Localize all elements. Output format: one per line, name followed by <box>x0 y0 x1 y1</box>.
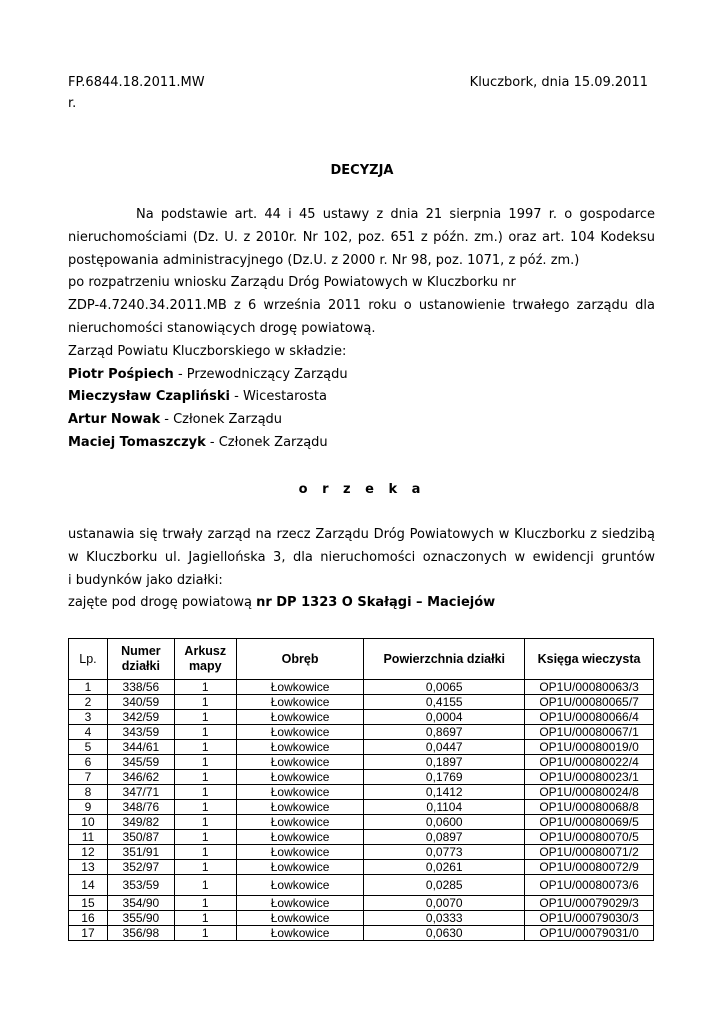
cell-pow: 0,1769 <box>364 770 525 785</box>
cell-ksiega: OP1U/00079031/0 <box>525 926 654 941</box>
cell-pow: 0,1412 <box>364 785 525 800</box>
table-row <box>69 785 654 800</box>
cell-ksiega: OP1U/00080073/6 <box>525 875 654 896</box>
table-row <box>69 770 654 785</box>
cell-lp: 8 <box>69 785 108 800</box>
cell-lp: 5 <box>69 740 108 755</box>
decision-heading: o r z e k a <box>298 482 426 497</box>
cell-obreb: Łowkowice <box>236 875 364 896</box>
cell-lp: 12 <box>69 845 108 860</box>
table-row <box>69 911 654 926</box>
table-header-row <box>69 639 654 680</box>
cell-ksiega: OP1U/00080024/8 <box>525 785 654 800</box>
cell-arkusz: 1 <box>174 680 236 695</box>
cell-pow: 0,0773 <box>364 845 525 860</box>
cell-lp: 6 <box>69 755 108 770</box>
cell-ksiega: OP1U/00080023/1 <box>525 770 654 785</box>
table-row <box>69 845 654 860</box>
col-header-ksiega: Księga wieczysta <box>525 639 654 680</box>
cell-pow: 0,0285 <box>364 875 525 896</box>
cell-ksiega: OP1U/00080022/4 <box>525 755 654 770</box>
cell-pow: 0,0897 <box>364 830 525 845</box>
cell-lp: 15 <box>69 896 108 911</box>
cell-lp: 13 <box>69 860 108 875</box>
member-role: - Przewodniczący Zarządu <box>173 366 348 382</box>
member-name: Artur Nowak <box>68 412 161 428</box>
cell-pow: 0,0070 <box>364 896 525 911</box>
table-row <box>69 755 654 770</box>
cell-pow: 0,0600 <box>364 815 525 830</box>
cell-arkusz: 1 <box>174 875 236 896</box>
cell-obreb: Łowkowice <box>236 725 364 740</box>
cell-arkusz: 1 <box>174 695 236 710</box>
cell-arkusz: 1 <box>174 800 236 815</box>
col-header-lp: Lp. <box>69 639 108 680</box>
cell-pow: 0,0261 <box>364 860 525 875</box>
table-row <box>69 875 654 896</box>
cell-lp: 1 <box>69 680 108 695</box>
cell-pow: 0,1897 <box>364 755 525 770</box>
cell-lp: 7 <box>69 770 108 785</box>
cell-ksiega: OP1U/00079029/3 <box>525 896 654 911</box>
cell-lp: 14 <box>69 875 108 896</box>
cell-arkusz: 1 <box>174 815 236 830</box>
cell-arkusz: 1 <box>174 926 236 941</box>
cell-arkusz: 1 <box>174 830 236 845</box>
table-row <box>69 680 654 695</box>
member-role: - Członek Zarządu <box>205 434 328 450</box>
table-row <box>69 710 654 725</box>
cell-numer: 351/91 <box>107 845 174 860</box>
cell-ksiega: OP1U/00079030/3 <box>525 911 654 926</box>
cell-numer: 347/71 <box>107 785 174 800</box>
cell-arkusz: 1 <box>174 725 236 740</box>
cell-arkusz: 1 <box>174 845 236 860</box>
year-abbrev: r. <box>68 96 77 111</box>
cell-numer: 348/76 <box>107 800 174 815</box>
cell-ksiega: OP1U/00080069/5 <box>525 815 654 830</box>
cell-numer: 352/97 <box>107 860 174 875</box>
cell-obreb: Łowkowice <box>236 710 364 725</box>
member-name: Maciej Tomaszczyk <box>68 434 206 450</box>
cell-numer: 350/87 <box>107 830 174 845</box>
cell-obreb: Łowkowice <box>236 896 364 911</box>
cell-lp: 16 <box>69 911 108 926</box>
cell-lp: 2 <box>69 695 108 710</box>
cell-ksiega: OP1U/00080068/8 <box>525 800 654 815</box>
cell-obreb: Łowkowice <box>236 860 364 875</box>
member-role: - Członek Zarządu <box>160 412 283 428</box>
cell-numer: 355/90 <box>107 911 174 926</box>
table-row <box>69 830 654 845</box>
decision-line: w Kluczborku ul. Jagiellońska 3, dla nieruchomości oznaczonych w ewidencji gruntów <box>68 549 655 565</box>
member-name: Mieczysław Czapliński <box>68 389 231 405</box>
col-header-obreb: Obręb <box>236 639 364 680</box>
cell-obreb: Łowkowice <box>236 770 364 785</box>
road-label: zajęte pod drogę powiatową <box>68 595 257 611</box>
reference-number: FP.6844.18.2011.MW <box>68 75 205 90</box>
cell-numer: 338/56 <box>107 680 174 695</box>
document-title: DECYZJA <box>330 163 394 178</box>
document-header <box>68 75 648 90</box>
col-header-numer: Numer działki <box>107 639 174 680</box>
cell-obreb: Łowkowice <box>236 695 364 710</box>
cell-pow: 0,8697 <box>364 725 525 740</box>
board-composition-label: Zarząd Powiatu Kluczborskiego w składzie: <box>68 343 347 359</box>
member-name: Piotr Pośpiech <box>68 366 174 382</box>
cell-lp: 4 <box>69 725 108 740</box>
parcels-table <box>68 638 654 941</box>
cell-lp: 17 <box>69 926 108 941</box>
decision-line <box>68 592 655 615</box>
cell-obreb: Łowkowice <box>236 680 364 695</box>
cell-obreb: Łowkowice <box>236 926 364 941</box>
cell-pow: 0,0447 <box>364 740 525 755</box>
table-row <box>69 800 654 815</box>
intro-line: postępowania administracyjnego (Dz.U. z 2000 r. Nr 98, poz. 1071, z póź. zm.) <box>68 252 580 268</box>
cell-numer: 344/61 <box>107 740 174 755</box>
cell-numer: 349/82 <box>107 815 174 830</box>
cell-numer: 342/59 <box>107 710 174 725</box>
intro-line: ZDP-4.7240.34.2011.MB z 6 września 2011 roku o ustanowienie trwałego zarządu dla <box>68 298 655 314</box>
cell-ksiega: OP1U/00080071/2 <box>525 845 654 860</box>
intro-paragraph <box>68 204 655 455</box>
cell-ksiega: OP1U/00080066/4 <box>525 710 654 725</box>
table-row <box>69 740 654 755</box>
cell-ksiega: OP1U/00080065/7 <box>525 695 654 710</box>
cell-obreb: Łowkowice <box>236 785 364 800</box>
cell-ksiega: OP1U/00080072/9 <box>525 860 654 875</box>
table-row <box>69 725 654 740</box>
cell-pow: 0,0004 <box>364 710 525 725</box>
member-line <box>68 409 655 432</box>
cell-lp: 9 <box>69 800 108 815</box>
cell-arkusz: 1 <box>174 785 236 800</box>
cell-pow: 0,1104 <box>364 800 525 815</box>
cell-lp: 10 <box>69 815 108 830</box>
intro-line: nieruchomościami (Dz. U. z 2010r. Nr 102, poz. 651 z późn. zm.) oraz art. 104 Kodeksu <box>68 229 655 245</box>
intro-line: Na podstawie art. 44 i 45 ustawy z dnia 21 sierpnia 1997 r. o gospodarce <box>136 207 655 222</box>
cell-arkusz: 1 <box>174 860 236 875</box>
cell-ksiega: OP1U/00080067/1 <box>525 725 654 740</box>
member-line <box>68 432 655 455</box>
cell-ksiega: OP1U/00080019/0 <box>525 740 654 755</box>
decision-line: i budynków jako działki: <box>68 572 223 588</box>
cell-obreb: Łowkowice <box>236 740 364 755</box>
table-row <box>69 860 654 875</box>
cell-arkusz: 1 <box>174 770 236 785</box>
cell-numer: 353/59 <box>107 875 174 896</box>
col-header-arkusz: Arkusz mapy <box>174 639 236 680</box>
road-number: nr DP 1323 O Skałągi – Maciejów <box>256 595 496 611</box>
cell-obreb: Łowkowice <box>236 815 364 830</box>
cell-obreb: Łowkowice <box>236 830 364 845</box>
table-row <box>69 815 654 830</box>
table-row <box>69 926 654 941</box>
col-header-powierzchnia: Powierzchnia działki <box>364 639 525 680</box>
cell-numer: 346/62 <box>107 770 174 785</box>
cell-lp: 3 <box>69 710 108 725</box>
decision-paragraph <box>68 524 655 615</box>
intro-line: nieruchomości stanowiących drogę powiatową. <box>68 320 376 336</box>
cell-obreb: Łowkowice <box>236 911 364 926</box>
cell-numer: 356/98 <box>107 926 174 941</box>
cell-pow: 0,0333 <box>364 911 525 926</box>
cell-obreb: Łowkowice <box>236 800 364 815</box>
member-line <box>68 364 655 387</box>
cell-numer: 354/90 <box>107 896 174 911</box>
place-date: Kluczbork, dnia 15.09.2011 <box>469 75 648 90</box>
member-role: - Wicestarosta <box>230 389 327 405</box>
cell-pow: 0,0630 <box>364 926 525 941</box>
cell-obreb: Łowkowice <box>236 845 364 860</box>
cell-ksiega: OP1U/00080063/3 <box>525 680 654 695</box>
table-row <box>69 695 654 710</box>
cell-numer: 345/59 <box>107 755 174 770</box>
intro-line: po rozpatrzeniu wniosku Zarządu Dróg Powiatowych w Kluczborku nr <box>68 275 516 291</box>
cell-numer: 340/59 <box>107 695 174 710</box>
cell-ksiega: OP1U/00080070/5 <box>525 830 654 845</box>
cell-lp: 11 <box>69 830 108 845</box>
cell-numer: 343/59 <box>107 725 174 740</box>
cell-pow: 0,0065 <box>364 680 525 695</box>
cell-arkusz: 1 <box>174 911 236 926</box>
cell-obreb: Łowkowice <box>236 755 364 770</box>
cell-arkusz: 1 <box>174 755 236 770</box>
table-row <box>69 896 654 911</box>
decision-line: ustanawia się trwały zarząd na rzecz Zarządu Dróg Powiatowych w Kluczborku z siedzibą <box>68 527 655 542</box>
cell-arkusz: 1 <box>174 896 236 911</box>
cell-pow: 0,4155 <box>364 695 525 710</box>
cell-arkusz: 1 <box>174 740 236 755</box>
cell-arkusz: 1 <box>174 710 236 725</box>
member-line <box>68 386 655 409</box>
